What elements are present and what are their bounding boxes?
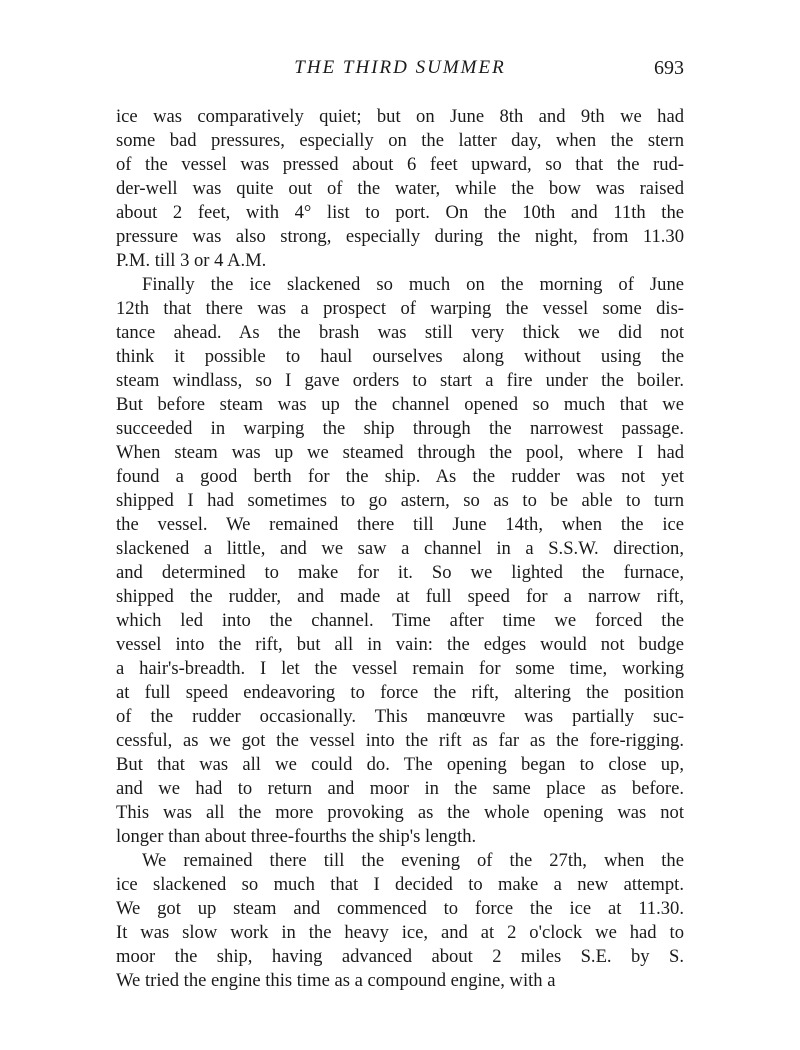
paragraph [116,105,684,273]
text-line: succeeded in warping the ship through the narrowest passage. [116,418,684,439]
text-line: But before steam was up the channel opened so much that we [116,394,684,415]
text-line: We got up steam and commenced to force the ice at 11.30. [116,898,684,919]
text-line: shipped I had sometimes to go astern, so as to be able to turn [116,490,684,511]
text-line: which led into the channel. Time after time we forced the [116,610,684,631]
text-line: a hair's-breadth. I let the vessel remain for some time, working [116,658,684,679]
body-text [116,105,684,993]
text-line: at full speed endeavoring to force the rift, altering the position [116,682,684,703]
text-line: ice slackened so much that I decided to make a new attempt. [116,874,684,895]
text-line: steam windlass, so I gave orders to start a fire under the boiler. [116,370,684,391]
running-title: THE THIRD SUMMER [294,57,506,78]
text-line: tance ahead. As the brash was still very thick we did not [116,322,684,343]
text-line: and determined to make for it. So we lighted the furnace, [116,562,684,583]
paragraph [116,849,684,993]
text-line: It was slow work in the heavy ice, and at 2 o'clock we had to [116,922,684,943]
text-line: 12th that there was a prospect of warping the vessel some dis- [116,298,684,319]
text-line: Finally the ice slackened so much on the morning of June [142,274,684,295]
text-line: of the rudder occasionally. This manœuvre was partially suc- [116,706,684,727]
text-line: P.M. till 3 or 4 A.M. [116,250,267,271]
text-line: found a good berth for the ship. As the rudder was not yet [116,466,684,487]
text-line: pressure was also strong, especially during the night, from 11.30 [116,226,684,247]
text-line: We remained there till the evening of the 27th, when the [142,850,684,871]
text-line: the vessel. We remained there till June 14th, when the ice [116,514,684,535]
text-line: longer than about three-fourths the ship's length. [116,826,477,847]
text-line: This was all the more provoking as the whole opening was not [116,802,684,823]
text-line: ice was comparatively quiet; but on June 8th and 9th we had [116,106,684,127]
text-line: of the vessel was pressed about 6 feet upward, so that the rud- [116,154,684,175]
text-line: der-well was quite out of the water, while the bow was raised [116,178,684,199]
text-line: shipped the rudder, and made at full speed for a narrow rift, [116,586,684,607]
text-line: moor the ship, having advanced about 2 miles S.E. by S. [116,946,684,967]
running-head [116,56,684,84]
text-line: and we had to return and moor in the same place as before. [116,778,684,799]
text-line: about 2 feet, with 4° list to port. On the 10th and 11th the [116,202,684,223]
page-number: 693 [654,57,684,79]
text-line: When steam was up we steamed through the pool, where I had [116,442,684,463]
text-line: some bad pressures, especially on the latter day, when the stern [116,130,684,151]
text-line: think it possible to haul ourselves along without using the [116,346,684,367]
text-line: slackened a little, and we saw a channel in a S.S.W. direction, [116,538,684,559]
text-line: vessel into the rift, but all in vain: the edges would not budge [116,634,684,655]
text-line: But that was all we could do. The opening began to close up, [116,754,684,775]
text-line: We tried the engine this time as a compound engine, with a [116,970,556,991]
paragraph [116,273,684,849]
text-line: cessful, as we got the vessel into the rift as far as the fore-rigging. [116,730,684,751]
